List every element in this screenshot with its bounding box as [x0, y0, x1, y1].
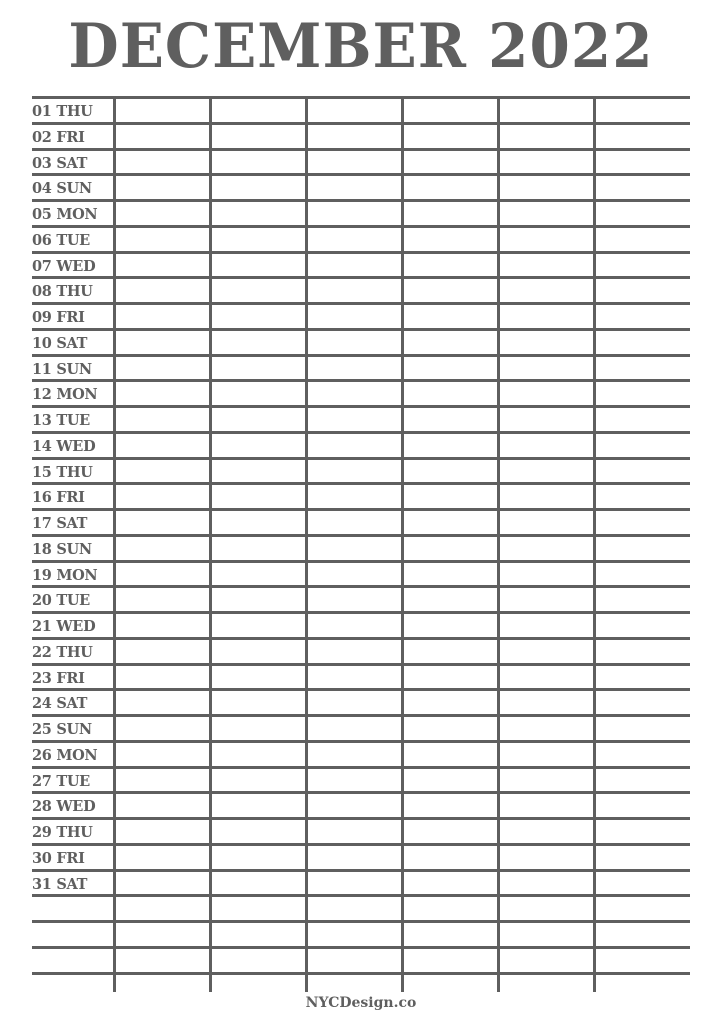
day-label: 25 SUN: [32, 721, 92, 738]
day-label: 31 SAT: [32, 876, 88, 893]
day-label: 15 THU: [32, 464, 93, 481]
row-divider: [32, 482, 690, 485]
row-divider: [32, 457, 690, 460]
page-title: DECEMBER 2022: [68, 10, 654, 82]
day-label: 14 WED: [32, 438, 96, 455]
day-label: 06 TUE: [32, 232, 90, 249]
day-label: 29 THU: [32, 824, 93, 841]
row-divider: [32, 302, 690, 305]
row-divider: [32, 740, 690, 743]
row-divider: [32, 766, 690, 769]
row-divider: [32, 96, 690, 99]
row-divider: [32, 379, 690, 382]
row-divider: [32, 869, 690, 872]
day-label: 08 THU: [32, 283, 93, 300]
row-divider: [32, 611, 690, 614]
day-label: 30 FRI: [32, 850, 85, 867]
day-label: 19 MON: [32, 567, 98, 584]
row-divider: [32, 560, 690, 563]
row-divider: [32, 791, 690, 794]
day-label: 10 SAT: [32, 335, 88, 352]
day-label: 26 MON: [32, 747, 98, 764]
day-label: 17 SAT: [32, 515, 88, 532]
day-label: 18 SUN: [32, 541, 92, 558]
row-divider: [32, 637, 690, 640]
row-divider: [32, 199, 690, 202]
day-label: 16 FRI: [32, 489, 85, 506]
day-label: 11 SUN: [32, 361, 92, 378]
column-divider: [497, 96, 500, 992]
row-divider: [32, 251, 690, 254]
row-divider: [32, 920, 690, 923]
day-label: 09 FRI: [32, 309, 85, 326]
row-divider: [32, 122, 690, 125]
column-divider: [593, 96, 596, 992]
column-divider: [401, 96, 404, 992]
day-label: 01 THU: [32, 103, 93, 120]
row-divider: [32, 173, 690, 176]
day-label: 21 WED: [32, 618, 96, 635]
row-divider: [32, 585, 690, 588]
day-label: 12 MON: [32, 386, 98, 403]
row-divider: [32, 148, 690, 151]
day-label: 04 SUN: [32, 180, 92, 197]
day-label: 22 THU: [32, 644, 93, 661]
row-divider: [32, 688, 690, 691]
row-divider: [32, 714, 690, 717]
day-label: 20 TUE: [32, 592, 90, 609]
column-divider: [305, 96, 308, 992]
row-divider: [32, 225, 690, 228]
column-divider: [209, 96, 212, 992]
row-divider: [32, 663, 690, 666]
day-label: 03 SAT: [32, 155, 88, 172]
row-divider: [32, 843, 690, 846]
row-divider: [32, 946, 690, 949]
day-label: 27 TUE: [32, 773, 90, 790]
day-label: 07 WED: [32, 258, 96, 275]
day-label: 23 FRI: [32, 670, 85, 687]
day-label: 13 TUE: [32, 412, 90, 429]
footer-brand: NYCDesign.co: [305, 995, 417, 1011]
day-label: 05 MON: [32, 206, 98, 223]
day-label: 24 SAT: [32, 695, 88, 712]
row-divider: [32, 276, 690, 279]
day-label: 02 FRI: [32, 129, 85, 146]
column-divider: [113, 96, 116, 992]
day-label: 28 WED: [32, 798, 96, 815]
row-divider: [32, 534, 690, 537]
row-divider: [32, 972, 690, 975]
row-divider: [32, 405, 690, 408]
row-divider: [32, 508, 690, 511]
row-divider: [32, 354, 690, 357]
row-divider: [32, 328, 690, 331]
row-divider: [32, 817, 690, 820]
row-divider: [32, 894, 690, 897]
row-divider: [32, 431, 690, 434]
